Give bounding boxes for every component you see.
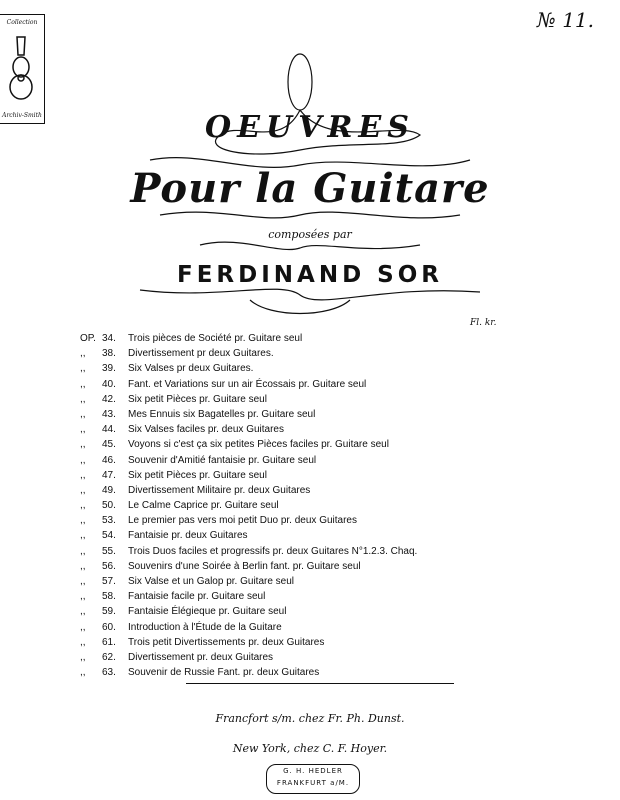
work-item: [80, 650, 417, 665]
work-title: Souvenirs d'une Soirée à Berlin fant. pr. Guitare seul: [128, 560, 361, 572]
work-prefix: ,,: [80, 454, 86, 466]
work-item: [80, 620, 417, 635]
work-title: Trois pièces de Société pr. Guitare seul: [128, 333, 303, 344]
work-item: [80, 665, 417, 680]
work-title: Voyons si c'est ça six petites Pièces faciles pr. Guitare seul: [128, 439, 389, 451]
work-prefix: ,,: [80, 576, 86, 587]
work-no: 46.: [102, 454, 116, 466]
work-title: Le premier pas vers moi petit Duo pr. deux Guitares: [128, 515, 357, 527]
work-no: 44.: [102, 424, 116, 436]
work-no: 50.: [102, 500, 116, 512]
composer-name: FERDINAND SOR: [176, 262, 443, 288]
work-prefix: ,,: [80, 636, 86, 648]
work-title: Fantaisie Élégieque pr. Guitare seul: [128, 606, 287, 618]
work-prefix: ,,: [80, 424, 86, 436]
catalogue-number: № 11.: [536, 8, 594, 32]
publisher-new-york: New York, chez C. F. Hoyer.: [232, 742, 388, 755]
work-prefix: ,,: [80, 500, 86, 512]
work-title: Six petit Pièces pr. Guitare seul: [128, 469, 267, 481]
work-title: Six Valses faciles pr. deux Guitares: [128, 424, 284, 436]
work-no: 56.: [102, 560, 116, 572]
work-prefix: ,,: [80, 515, 86, 527]
work-item: [80, 513, 417, 528]
work-title: Trois Duos faciles et progressifs pr. deux Guitares N°1.2.3. Chaq.: [128, 545, 418, 557]
work-title: Mes Ennuis six Bagatelles pr. Guitare seul: [128, 408, 316, 420]
price-column-header: Fl. kr.: [470, 318, 497, 328]
work-title: Divertissement Militaire pr. deux Guitares: [128, 484, 311, 496]
library-stamp: [0, 14, 45, 124]
publisher-frankfurt: Francfort s/m. chez Fr. Ph. Dunst.: [215, 712, 405, 725]
work-item: [80, 453, 417, 468]
work-item: [80, 635, 417, 650]
work-no: 49.: [102, 484, 116, 496]
stamp-top-text: Collection: [6, 19, 38, 26]
work-item: [80, 377, 417, 392]
work-prefix: ,,: [80, 651, 86, 663]
work-item: [80, 468, 417, 483]
work-item: [80, 483, 417, 498]
work-no: 61.: [102, 636, 116, 648]
work-no: 34.: [102, 333, 116, 344]
heading-oeuvres: OEUVRES: [205, 110, 415, 145]
divider: [186, 683, 454, 684]
work-title: Fant. et Variations sur un air Écossais pr. Guitare seul: [128, 378, 367, 390]
work-no: 54.: [102, 530, 116, 542]
work-prefix: ,,: [80, 667, 86, 679]
work-title: Six Valses pr deux Guitares.: [128, 363, 254, 375]
work-prefix: ,,: [80, 363, 86, 375]
work-no: 63.: [102, 667, 116, 679]
work-prefix: ,,: [80, 439, 86, 451]
work-title: Six petit Pièces pr. Guitare seul: [128, 393, 267, 405]
work-no: 62.: [102, 651, 116, 663]
seal-name: G. H. HEDLER: [283, 767, 343, 775]
work-item: [80, 544, 417, 559]
work-prefix: ,,: [80, 591, 86, 603]
work-no: 55.: [102, 545, 116, 557]
work-item: [80, 559, 417, 574]
work-title: Divertissement pr deux Guitares.: [128, 348, 274, 360]
work-prefix: ,,: [80, 378, 86, 390]
work-item: [80, 346, 417, 361]
stamp-bottom-text: Archiv-Smith: [2, 112, 42, 119]
work-prefix: ,,: [80, 560, 86, 572]
work-no: 43.: [102, 408, 116, 420]
work-item: [80, 498, 417, 513]
composed-by-label: composées par: [268, 228, 352, 241]
work-no: 57.: [102, 576, 116, 587]
work-prefix: ,,: [80, 348, 86, 360]
work-title: Fantaisie pr. deux Guitares: [128, 530, 248, 542]
page-title: Pour la Guitare: [130, 165, 490, 212]
guitar-icon: [6, 33, 36, 103]
work-no: 53.: [102, 515, 116, 527]
work-no: 47.: [102, 469, 116, 481]
work-no: 42.: [102, 393, 116, 405]
work-prefix: ,,: [80, 469, 86, 481]
work-prefix: ,,: [80, 408, 86, 420]
work-title: Introduction à l'Étude de la Guitare: [128, 621, 282, 633]
work-no: 38.: [102, 348, 116, 360]
work-prefix: ,,: [80, 393, 86, 405]
work-no: 58.: [102, 591, 116, 603]
dealer-seal: [266, 764, 360, 794]
work-item: [80, 528, 417, 543]
work-prefix: ,,: [80, 545, 86, 557]
work-title: Six Valse et un Galop pr. Guitare seul: [128, 576, 295, 587]
work-prefix: ,,: [80, 621, 86, 633]
works-list: [80, 331, 417, 680]
work-prefix: ,,: [80, 484, 86, 496]
work-no: 40.: [102, 378, 116, 390]
work-no: 60.: [102, 621, 116, 633]
work-item: [80, 331, 417, 346]
work-no: 59.: [102, 606, 116, 618]
work-no: 39.: [102, 363, 116, 375]
work-item: [80, 574, 417, 589]
work-item: [80, 437, 417, 452]
work-prefix: ,,: [80, 530, 86, 542]
work-item: [80, 392, 417, 407]
work-no: 45.: [102, 439, 116, 451]
work-item: [80, 407, 417, 422]
work-item: [80, 604, 417, 619]
work-title: Fantaisie facile pr. Guitare seul: [128, 591, 266, 603]
work-prefix: ,,: [80, 606, 86, 618]
work-title: Souvenir de Russie Fant. pr. deux Guitares: [128, 667, 320, 679]
seal-city: FRANKFURT a/M.: [276, 779, 350, 787]
work-title: Trois petit Divertissements pr. deux Guitares: [128, 636, 325, 648]
work-title: Divertissement pr. deux Guitares: [128, 651, 274, 663]
work-item: [80, 589, 417, 604]
work-title: Souvenir d'Amitié fantaisie pr. Guitare seul: [128, 454, 317, 466]
work-item: [80, 422, 417, 437]
work-prefix: OP.: [80, 333, 96, 344]
work-item: [80, 361, 417, 376]
work-title: Le Calme Caprice pr. Guitare seul: [128, 500, 279, 512]
